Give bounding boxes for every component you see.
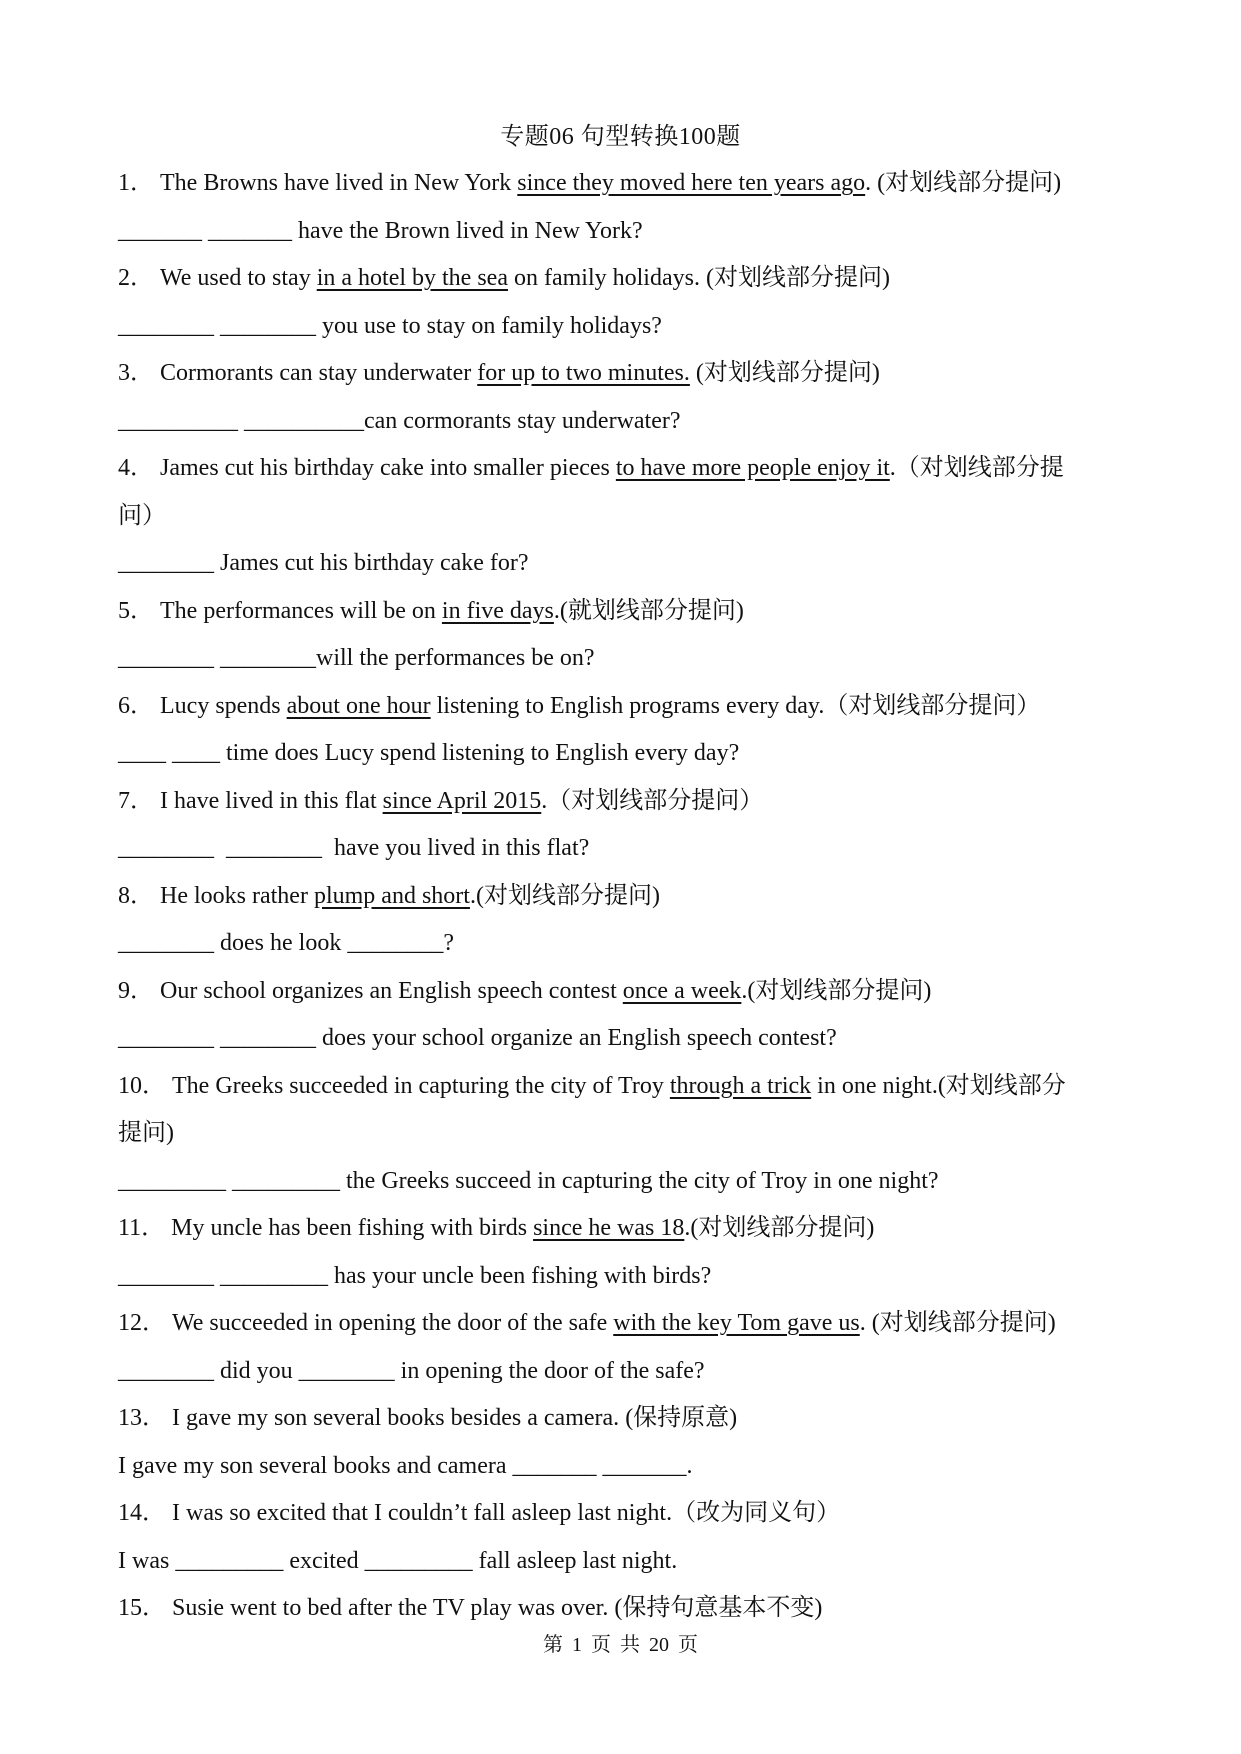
question-text: The Browns have lived in New York xyxy=(160,170,518,196)
page-title: 专题06 句型转换100题 xyxy=(500,124,741,150)
instruction: (对划线部分提问) xyxy=(705,265,890,291)
answer-line-14: I was _________ excited _________ fall asleep last night. xyxy=(118,1547,678,1574)
underlined-part: to have more people enjoy it xyxy=(615,455,890,481)
question-list xyxy=(118,160,1128,1633)
question-8 xyxy=(118,873,1128,921)
question-number: 5． xyxy=(118,597,154,624)
instruction: (保持句意基本不变) xyxy=(614,1595,823,1621)
question-text: James cut his birthday cake into smaller pieces xyxy=(160,455,616,481)
question-text-end: . xyxy=(469,882,476,909)
page-footer: 第 1 页 共 20 页 xyxy=(543,1634,698,1656)
answer-line-4: ________ James cut his birthday cake for? xyxy=(118,550,529,576)
question-10 xyxy=(118,1063,1128,1111)
question-text: We used to stay xyxy=(160,265,317,291)
answer-line-2: ________ ________ you use to stay on family holidays? xyxy=(118,312,662,339)
question-number: 4． xyxy=(118,455,154,481)
question-3 xyxy=(118,350,1128,398)
question-number: 12． xyxy=(118,1310,166,1336)
question-text-end: . xyxy=(541,787,548,814)
answer-line-7: ________ ________ have you lived in this flat? xyxy=(118,835,590,861)
question-number: 14． xyxy=(118,1500,166,1526)
underlined-part: since he was 18 xyxy=(533,1215,685,1241)
question-text: The performances will be on xyxy=(160,597,442,624)
underlined-part: since they moved here ten years ago xyxy=(517,170,866,196)
instruction: （对划线部分提问） xyxy=(824,692,1041,719)
question-number: 11． xyxy=(118,1215,166,1241)
question-9 xyxy=(118,968,1128,1016)
question-text-end: . xyxy=(684,1215,691,1241)
underlined-part: since April 2015 xyxy=(382,787,542,814)
answer-line-9: ________ ________ does your school organize an English speech contest? xyxy=(118,1025,837,1051)
answer-line-10: _________ _________ the Greeks succeed in capturing the city of Troy in one night? xyxy=(118,1167,939,1194)
instruction: (对划线部分 xyxy=(937,1072,1066,1099)
question-text-end: . xyxy=(889,455,896,481)
question-text: Our school organizes an English speech contest xyxy=(160,977,623,1004)
question-text-end: . xyxy=(741,977,748,1004)
question-number: 9． xyxy=(118,977,154,1004)
instruction: (对划线部分提问) xyxy=(871,1310,1056,1336)
instruction: (保持原意) xyxy=(625,1405,738,1431)
question-text-end: in one night. xyxy=(811,1072,938,1099)
question-text: We succeeded in opening the door of the safe xyxy=(172,1310,614,1336)
underlined-part: plump and short xyxy=(313,882,470,909)
instruction: (对划线部分提问) xyxy=(877,170,1062,196)
question-text: Lucy spends xyxy=(160,692,287,719)
answer-line-1: _______ _______ have the Brown lived in New York? xyxy=(118,217,643,244)
question-1 xyxy=(118,160,1128,208)
question-number: 6． xyxy=(118,692,154,719)
underlined-part: once a week xyxy=(622,977,742,1004)
question-text-end: . xyxy=(865,170,878,196)
question-number: 2． xyxy=(118,265,154,291)
question-number: 3． xyxy=(118,360,154,386)
underlined-part: with the key Tom gave us xyxy=(613,1310,860,1336)
question-text: My uncle has been fishing with birds xyxy=(171,1215,534,1241)
underlined-part: in five days xyxy=(441,597,554,624)
answer-line-13: I gave my son several books and camera _______ _______. xyxy=(118,1452,693,1479)
question-11 xyxy=(118,1205,1128,1253)
question-5 xyxy=(118,588,1128,636)
question-number: 7． xyxy=(118,787,154,814)
question-15 xyxy=(118,1585,1128,1633)
question-7 xyxy=(118,778,1128,826)
question-number: 10． xyxy=(118,1072,166,1099)
underlined-part: in a hotel by the sea xyxy=(316,265,508,291)
question-number: 15． xyxy=(118,1595,166,1621)
question-12 xyxy=(118,1300,1128,1348)
question-text: The Greeks succeeded in capturing the city of Troy xyxy=(172,1072,670,1099)
underlined-part: for up to two minutes. xyxy=(477,360,690,386)
instruction: (就划线部分提问) xyxy=(559,597,744,624)
answer-line-8: ________ does he look ________? xyxy=(118,930,454,956)
question-text: I have lived in this flat xyxy=(160,787,383,814)
question-4-continuation: 问） xyxy=(118,502,166,529)
question-2 xyxy=(118,255,1128,303)
question-number: 13． xyxy=(118,1405,166,1431)
question-text: Susie went to bed after the TV play was over. xyxy=(172,1595,615,1621)
question-14 xyxy=(118,1490,1128,1538)
question-text: I was so excited that I couldn’t fall asleep last night. xyxy=(172,1500,673,1526)
answer-line-5: ________ ________will the performances be on? xyxy=(118,645,595,671)
answer-line-6: ____ ____ time does Lucy spend listening to English every day? xyxy=(118,740,740,766)
answer-line-12: ________ did you ________ in opening the door of the safe? xyxy=(118,1357,705,1384)
question-text-end: listening to English programs every day. xyxy=(430,692,825,719)
answer-line-3: __________ __________can cormorants stay underwater? xyxy=(118,407,681,434)
instruction: (对划线部分提问) xyxy=(747,977,932,1004)
question-number: 1． xyxy=(118,170,154,196)
question-text-end: on family holidays. xyxy=(507,265,706,291)
instruction: （改为同义句） xyxy=(672,1500,841,1526)
question-text: Cormorants can stay underwater xyxy=(160,360,478,386)
question-10-continuation: 提问) xyxy=(118,1120,174,1146)
instruction: (对划线部分提问) xyxy=(690,1215,875,1241)
question-13 xyxy=(118,1395,1128,1443)
question-text-end: . xyxy=(859,1310,872,1336)
underlined-part: about one hour xyxy=(286,692,431,719)
instruction: （对划线部分提 xyxy=(895,455,1064,481)
instruction: （对划线部分提问） xyxy=(547,787,764,814)
underlined-part: through a trick xyxy=(669,1072,812,1099)
question-number: 8． xyxy=(118,882,154,909)
question-text: He looks rather xyxy=(160,882,314,909)
question-4 xyxy=(118,445,1128,493)
question-text-end: . xyxy=(553,597,560,624)
answer-line-11: ________ _________ has your uncle been fishing with birds? xyxy=(118,1262,712,1289)
instruction: (对划线部分提问) xyxy=(695,360,880,386)
question-6 xyxy=(118,683,1128,731)
question-text: I gave my son several books besides a camera. xyxy=(172,1405,626,1431)
instruction: (对划线部分提问) xyxy=(475,882,660,909)
